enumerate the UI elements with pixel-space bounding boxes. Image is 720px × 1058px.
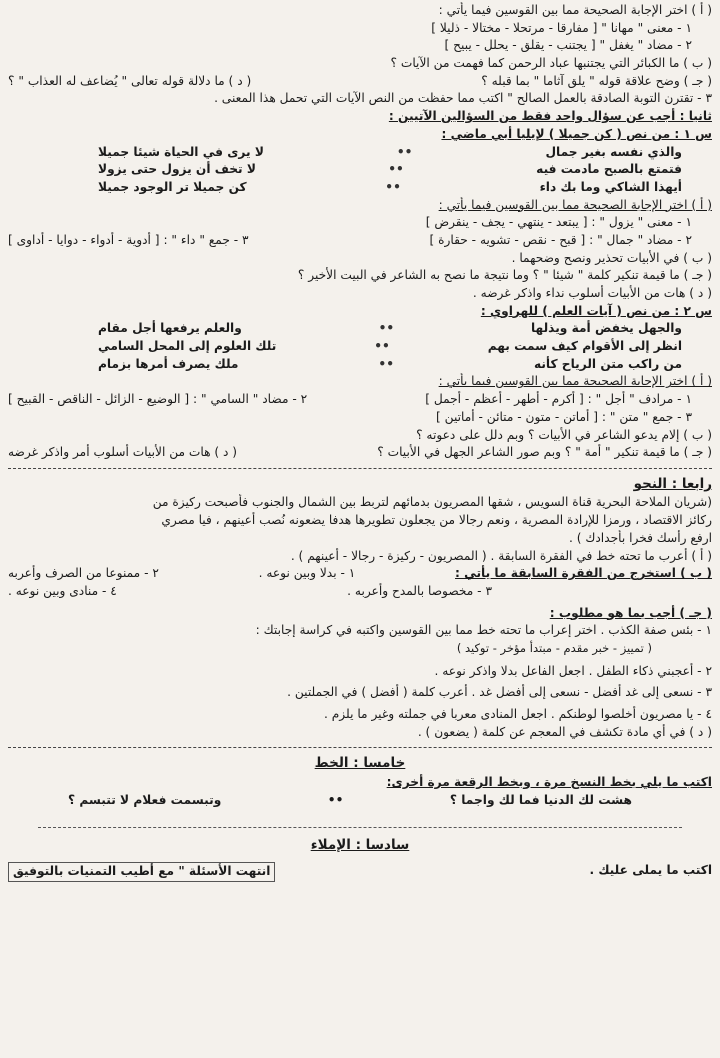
section-divider [8,747,712,748]
verse-first-half: والذي نفسه بغير جمال [545,144,682,159]
question-line: ٣ - جمع " متن " : [ أماتن - متون - متائن - أماتين ] [436,409,692,424]
question-line: ١ - معنى " مهانا " [ مفارقا - مرتحلا - مختالا - ذليلا ] [431,20,692,35]
question-line: ( ب ) في الأبيات تحذير ونصح وضحهما . [511,250,712,265]
verse-row: والجهل يخفض أمة ويذلها •• والعلم يرفعها أجل مقام [8,320,712,338]
verse-row: والذي نفسه بغير جمال •• لا يرى في الحياة شيئا جميلا [8,144,712,162]
question-line: ( ب ) إلام يدعو الشاعر في الأبيات ؟ وبم دلل على دعوته ؟ [416,427,712,442]
verse-first-half: هشت لك الدنيا فما لك واجما ؟ [449,792,632,807]
section-two-title: ثانيا : أجب عن سؤال واحد فقط من السؤالين الآتيين : [388,109,712,124]
question-line: ٣ - نسعى إلى غد أفضل - نسعى إلى أفضل غد . أعرب كلمة ( أفضل ) في الجملتين . [287,685,712,700]
verse-second-half: ملك يصرف أمرها بزمام [98,356,239,371]
question-line: ( د ) ما دلالة قوله تعالى " يُضاعف له العذاب " ؟ [8,73,252,88]
verse-second-half: تلك العلوم إلى المحل السامي [98,339,277,354]
question-title: ( جـ ) أجب بما هو مطلوب : [549,605,712,620]
question-line: ( جـ ) ما قيمة تنكير كلمة " شيئا " ؟ وما نتيجة ما نصح به الشاعر في البيت الأخير ؟ [297,268,712,283]
question-line: ٤ - يا مصريون أخلصوا لوطنكم . اجعل المنادى معربا في جملته وغير ما يلزم . [324,706,712,721]
question-line: ٢ - مضاد " جمال " : [ قبح - نقص - تشويه - حقارة ] [429,232,692,247]
question-row [8,583,712,601]
question-row [8,232,712,250]
question-row [8,444,712,462]
question-line: ٢ - مضاد " يغفل " [ يجتنب - يقلق - يحلل - يبيح ] [444,38,692,53]
question-line: ٢ - ممنوعا من الصرف وأعربه [8,566,159,581]
question-line: ( جـ ) ما قيمة تنكير " أمة " ؟ وبم صور الشاعر الجهل في الأبيات ؟ [377,445,712,460]
verse-first-half: أيهذا الشاكي وما بك داء [539,179,682,194]
question-line: ١ - مرادف " أجل " : [ أكرم - أطهر - أعظم - أجمل ] [425,392,692,407]
question-line: ٣ - مخصوصا بالمدح وأعربه . [347,583,492,598]
question-line: ٤ - منادى وبين نوعه . [8,583,117,598]
question-line: ( أ ) اختر الإجابة الصحيحة مما بين القوسين فيما يأتي : [438,374,712,389]
question-line: اكتب ما يملى عليك . [589,862,712,877]
question-row [8,565,712,583]
passage-line: ركائز الاقتصاد ، ورمزا للإرادة المصرية ، ونعم رجالا من يجعلون تطويرها هدفا يضعونه نُصب أعينهم ، فيا مصري [161,513,712,528]
verse-first-half: من راكب متن الرياح كأنه [533,356,682,371]
verse-row: فتمتع بالصبح مادمت فيه •• لا تخف أن يزول حتى يزولا [8,161,712,179]
question-line: ٣ - تقترن التوبة الصادقة بالعمل الصالح " اكتب مما حفظت من النص الآيات التي تحمل هذا المعنى . [214,91,712,106]
verse-row: انظر إلى الأقوام كيف سمت بهم •• تلك العلوم إلى المحل السامي [8,338,712,356]
section-five-title: خامسا : الخط [314,755,406,772]
question-row [8,391,712,409]
verse-first-half: والجهل يخفض أمة ويذلها [530,321,682,336]
question-line: ( د ) هات من الأبيات أسلوب أمر واذكر غرضه [8,445,238,460]
verse-second-half: كن جميلا تر الوجود جميلا [98,179,247,194]
question-line: ( د ) هات من الأبيات أسلوب نداء واذكر غرضه . [472,286,712,300]
verse-second-half: لا يرى في الحياة شيئا جميلا [98,144,264,159]
verse-first-half: فتمتع بالصبح مادمت فيه [536,162,682,177]
verse-row: هشت لك الدنيا فما لك واجما ؟ •• وتبسمت فعلام لا تتبسم ؟ [8,792,712,810]
question-line: ٢ - مضاد " السامي " : [ الوضيع - الزائل - الناقص - القبيح ] [8,392,308,407]
question-line: ( ب ) استخرج من الفقرة السابقة ما يأتي : [455,566,712,581]
passage-line: (شريان الملاحة البحرية قناة السويس ، شقها المصريون بدمائهم لتربط بين الشمال والجنوب فأصبحت ركيزة من [152,495,712,510]
section-divider [8,468,712,469]
question-line: ١ - بدلا وبين نوعه . [258,566,356,581]
section-four-title: رابعا : النحو [633,475,712,492]
poem-two-title: س ٢ : من نص ( آيات العلم ) للهراوي : [480,303,712,318]
question-line: ( أ ) أعرب ما تحته خط في الفقرة السابقة . ( المصريون - ركيزة - رجالا - أعينهم ) . [290,548,712,563]
question-line: ( ب ) ما الكبائر التي يجتنبها عباد الرحمن كما فهمت من الآيات ؟ [390,56,712,71]
verse-row: من راكب متن الرياح كأنه •• ملك يصرف أمرها بزمام [8,356,712,374]
verse-first-half: انظر إلى الأقوام كيف سمت بهم [487,339,682,354]
verse-second-half: لا تخف أن يزول حتى يزولا [98,162,256,177]
question-line: ( جـ ) وضح علاقة قوله " يلق آثاما " بما قبله ؟ [481,73,712,88]
question-line: ١ - بئس صفة الكذب . اختر إعراب ما تحته خط مما بين القوسين واكتبه في كراسة إجابتك : [255,623,712,638]
question-line: ١ - معنى " يزول " : [ يبتعد - ينتهي - يجف - ينقرض ] [425,215,692,230]
question-row [8,73,712,91]
verse-row: أيهذا الشاكي وما بك داء •• كن جميلا تر الوجود جميلا [8,179,712,197]
question-line: ( أ ) اختر الإجابة الصحيحة مما بين القوسين فيما يأتي : [438,3,712,17]
poem-one-title: س ١ : من نص ( كن جميلا ) لإيليا أبي ماضي : [441,126,712,141]
answer-line [38,813,682,828]
question-line: ٣ - جمع " داء " : [ أدوية - أدواء - دوايا - أداوى ] [8,232,249,247]
verse-second-half: والعلم يرفعها أجل مقام [98,321,242,336]
passage-line: ارفع رأسك فخرا بأجدادك ) . [568,530,712,545]
question-line: اكتب ما يلي بخط النسخ مرة ، وبخط الرقعة مرة أخرى: [386,774,712,789]
question-line: ( أ ) اختر الإجابة الصحيحة مما بين القوسين فيما يأتي : [438,197,712,212]
question-line: ( د ) في أي مادة تكشف في المعجم عن كلمة ( يضعون ) . [417,724,712,739]
verse-second-half: وتبسمت فعلام لا تتبسم ؟ [68,792,222,807]
footer-row [8,862,712,882]
closing-note: انتهت الأسئلة " مع أطيب التمنيات بالتوفيق [8,862,275,882]
options-line: ( تمييز - خبر مقدم - مبتدأ مؤخر - توكيد ) [456,640,652,655]
section-six-title: سادسا : الإملاء [310,837,410,854]
question-line: ٢ - أعجبني ذكاء الطفل . اجعل الفاعل بدلا واذكر نوعه . [434,663,712,678]
